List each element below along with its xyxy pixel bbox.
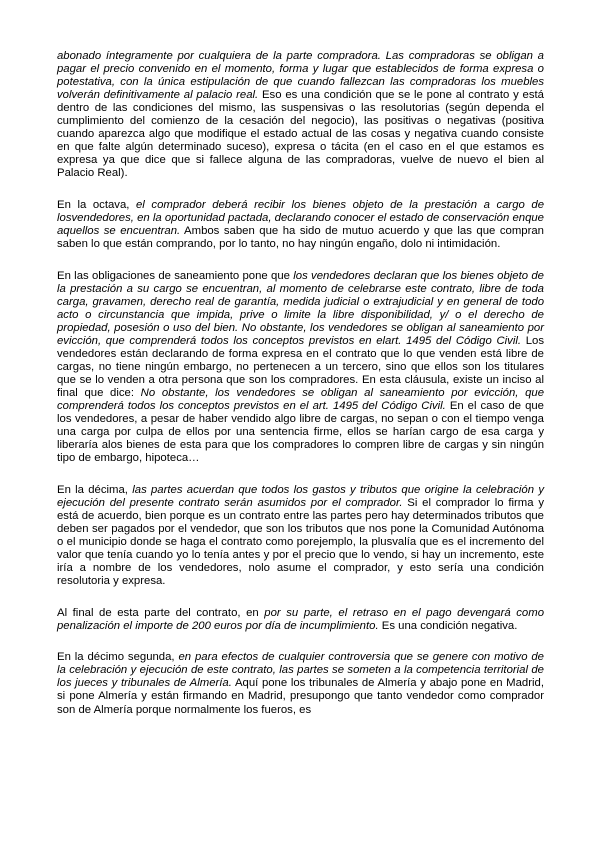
- paragraph-decimo-segunda: [57, 651, 544, 716]
- text-run: Eso es una condición que se le pone al contrato y está dentro de las condiciones del mismo, las suspensivas o las resolutorias (según dependa el cumplimiento del comienzo de la cesación del negocio), las positivas o negativas (positiva cuando aparezca algo que modifique el estado actual de las cosas y negativa cuando consiste en que falte algún determinado suceso), expresa o tácita (en el caso en el que estamos es expresa ya que dice que si fallece alguna de las compradoras, vuelve de nuevo el bien al Palacio Real).: [57, 89, 544, 180]
- paragraph-octava: [57, 199, 544, 251]
- text-run: en para efectos de cualquier controversia que se genere con motivo de la celebración y ejecución de este contrato, las partes se someten a la competencia territorial de los jueces y tribunales de Almería.: [57, 651, 544, 690]
- paragraph-saneamiento: [57, 270, 544, 466]
- text-run: Aquí pone los tribunales de Almería y abajo pone en Madrid, si pone Almería y están firmando en Madrid, presupongo que tanto vendedor como comprador son de Almería porque normalmente los fueros, es: [57, 677, 545, 716]
- text-run: por su parte, el retraso en el pago devengará como penalización el importe de 200 euros por día de incumplimiento.: [57, 606, 545, 632]
- text-run: En la décima,: [57, 483, 133, 496]
- text-run: Ambos saben que ha sido de mutuo acuerdo y que las que compran saben lo que están comprando, por lo tanto, no hay ningún engaño, dolo ni intimidación.: [57, 225, 544, 251]
- text-run: el comprador deberá recibir los bienes objeto de la prestación a cargo de losvendedores, en la oportunidad pactada, declarando conocer el estado de conservación enque aquellos se encuentran.: [57, 198, 545, 238]
- text-run: En las obligaciones de saneamiento pone que: [57, 269, 294, 282]
- paragraph-penalizacion: [57, 607, 544, 633]
- text-run: No obstante, los vendedores se obligan al saneamiento por evicción, que comprenderá todos los conceptos previstos en el art. 1495 del Código Civil.: [57, 387, 544, 413]
- text-run: los vendedores declaran que los bienes objeto de la prestación a su cargo se encuentran, al momento de celebrarse este contrato, libre de toda carga, gravamen, derecho real de garantía, medida judicial o extrajudicial y en general de todo acto o circunstancia que impida, prive o limite la libre disponibilidad, y/ o el derecho de propiedad, posesión o uso del bien. No obstante, los vendedores se obligan al saneamiento por evicción, que comprenderá todos los conceptos previstos en elart. 1495 del Código Civil.: [57, 269, 544, 347]
- text-run: las partes acuerdan que todos los gastos y tributos que origine la celebración y ejecución del presente contrato serán asumidos por el comprador.: [57, 483, 544, 509]
- paragraph-decima: [57, 484, 544, 588]
- text-run: Al final de esta parte del contrato, en: [57, 606, 265, 619]
- paragraph-condition-palacio-real: [57, 50, 544, 180]
- text-run: En la octava,: [57, 198, 136, 211]
- text-run: Si el comprador lo firma y está de acuerdo, bien porque es un contrato entre las partes pero hay determinados tributos que deben ser pagados por el vendedor, que son los tributos que nos pone la Comunidad Autónoma o el municipio donde se haga el contrato como porejemplo, la plusvalía que es el incremento del valor que tenía cuando yo lo tenía antes y por el precio que lo vendo, si hay un incremento, este iría a nombre de los vendedores, nolo asume el comprador, y esto sería una condición resolutoria y expresa.: [57, 496, 544, 588]
- text-run: Es una condición negativa.: [378, 619, 518, 632]
- text-run: En la décimo segunda,: [57, 651, 179, 664]
- text-run: Los vendedores están declarando de forma expresa en el contrato que lo que venden está libre de cargas, no tiene ningún embargo, no pertenecen a un tercero, sino que ellos son los titulares que se lo venden a otra persona que son los compradores. En esta cláusula, existe un inciso al final que dice:: [57, 334, 544, 400]
- text-run: En el caso de que los vendedores, a pesar de haber vendido algo libre de cargas, no sepan o con el tiempo venga una carga por culpa de ellos por una sentencia firme, ellos se harían cargo de esa carga y liberaría alos bienes de esta para que los compradores lo compren libre de cargas y sin ningún tipo de embargo, hipoteca…: [57, 400, 544, 465]
- document-page: [57, 50, 544, 735]
- text-run: abonado íntegramente por cualquiera de la parte compradora. Las compradoras se obligan a pagar el precio convenido en el momento, forma y lugar que establecidos de forma expresa o potestativa, con la única estipulación de que cuando fallezcan las compradoras los muebles volverán definitivamente al palacio real.: [57, 50, 544, 102]
